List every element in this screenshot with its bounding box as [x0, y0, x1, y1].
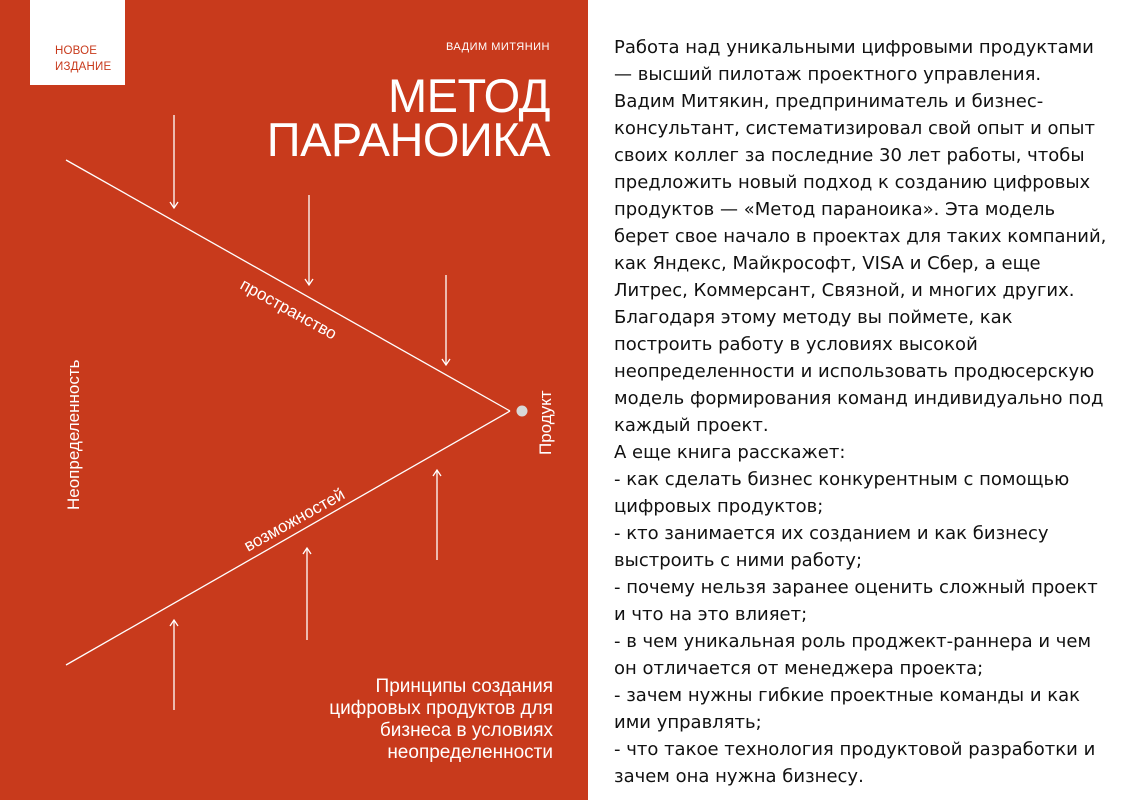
description-line: своих коллег за последние 30 лет работы, чтобы: [614, 145, 1085, 166]
uncertainty-label: Неопределенность: [64, 359, 83, 510]
description-line: консультант, систематизировал свой опыт и опыт: [614, 118, 1095, 139]
description-line: построить работу в условиях высокой: [614, 334, 978, 355]
author-name: ВАДИМ МИТЯНИН: [445, 41, 550, 53]
description-line: продуктов — «Метод параноика». Эта модель: [614, 199, 1056, 220]
description-line: и что на это влияет;: [614, 604, 808, 625]
description-line: - кто занимается их созданием и как бизнесу: [614, 523, 1049, 544]
space-label: пространство: [237, 274, 341, 344]
description-line: — высший пилотаж проектного управления.: [614, 64, 1042, 85]
description-line: - в чем уникальная роль проджект-раннера и чем: [614, 631, 1092, 652]
description-line: берет свое начало в проектах для таких компаний,: [614, 226, 1107, 247]
description-line: выстроить с ними работу;: [614, 550, 863, 571]
product-label: Продукт: [536, 390, 555, 455]
description-line: Благодаря этому методу вы поймете, как: [614, 307, 1013, 328]
badge-line-1: НОВОЕ: [55, 45, 98, 57]
subtitle-line: неопределенности: [387, 742, 553, 763]
description-line: как Яндекс, Майкрософт, VISA и Сбер, а еще: [614, 253, 1041, 274]
subtitle-line: Принципы создания: [375, 676, 553, 697]
description-line: ими управлять;: [614, 712, 762, 733]
description-line: он отличается от менеджера проекта;: [614, 658, 984, 679]
description-line: предложить новый подход к созданию цифровых: [614, 172, 1091, 193]
description-line: Вадим Митякин, предприниматель и бизнес-: [614, 91, 1044, 112]
description-line: А еще книга расскажет:: [614, 442, 846, 463]
description-line: - зачем нужны гибкие проектные команды и как: [614, 685, 1081, 706]
product-dot: [517, 406, 528, 417]
description-line: зачем она нужна бизнесу.: [614, 766, 864, 787]
book-title-line-1: МЕТОД: [388, 69, 550, 122]
book-description: [614, 34, 1114, 790]
lower-diagonal-line: [66, 411, 510, 665]
description-line: каждый проект.: [614, 415, 769, 436]
description-line: неопределенности и использовать продюсерскую: [614, 361, 1095, 382]
description-line: Работа над уникальными цифровыми продуктами: [614, 37, 1094, 58]
description-line: цифровых продуктов;: [614, 496, 824, 517]
description-line: модель формирования команд индивидуально под: [614, 388, 1104, 409]
badge-line-2: ИЗДАНИЕ: [55, 61, 112, 73]
book-subtitle: [253, 676, 553, 764]
subtitle-line: бизнеса в условиях: [379, 720, 553, 741]
description-line: - что такое технология продуктовой разработки и: [614, 739, 1096, 760]
book-title-line-2: ПАРАНОИКА: [266, 113, 550, 166]
opportunities-label: возможностей: [240, 484, 349, 556]
description-line: Литрес, Коммерсант, Связной, и многих других.: [614, 280, 1075, 301]
subtitle-line: цифровых продуктов для: [329, 698, 553, 719]
description-line: - как сделать бизнес конкурентным с помощью: [614, 469, 1070, 490]
upper-diagonal-line: [66, 160, 510, 411]
description-line: - почему нельзя заранее оценить сложный проект: [614, 577, 1098, 598]
